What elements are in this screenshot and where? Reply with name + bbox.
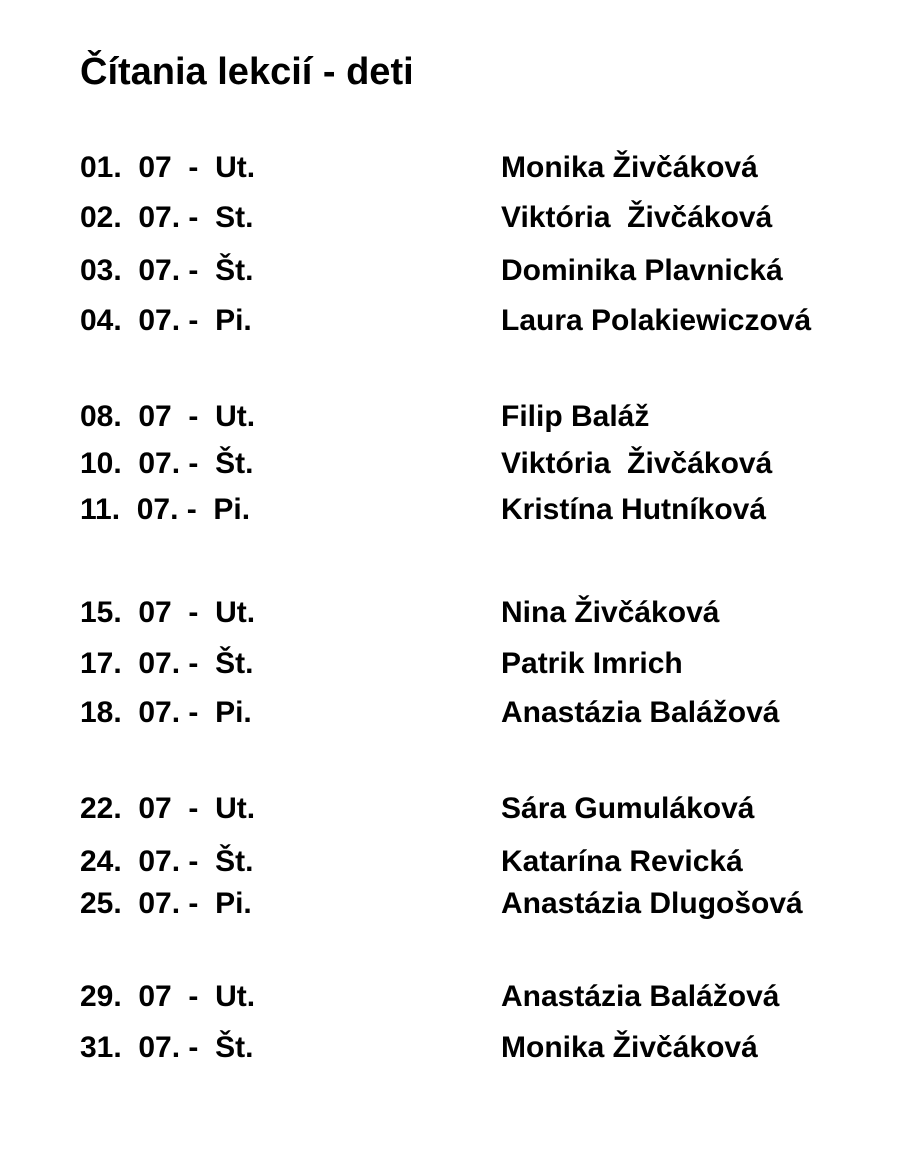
schedule-row	[0, 400, 910, 434]
schedule-row	[0, 1031, 910, 1065]
schedule-date: 15. 07 - Ut.	[80, 596, 256, 629]
reader-name: Kristína Hutníková	[501, 493, 767, 526]
reader-name: Filip Baláž	[501, 400, 650, 433]
schedule-date: 10. 07. - Št.	[80, 447, 254, 480]
reader-name: Anastázia Balážová	[501, 980, 780, 1013]
schedule-date: 18. 07. - Pi.	[80, 696, 252, 729]
schedule-date: 22. 07 - Ut.	[80, 792, 256, 825]
schedule-row	[0, 254, 910, 288]
reader-name: Nina Živčáková	[501, 596, 720, 629]
schedule-date: 04. 07. - Pi.	[80, 304, 252, 337]
schedule-date: 11. 07. - Pi.	[80, 493, 251, 526]
reader-name: Monika Živčáková	[501, 1031, 758, 1064]
schedule-row	[0, 647, 910, 681]
schedule-row	[0, 696, 910, 730]
schedule-row	[0, 845, 910, 879]
schedule-date: 03. 07. - Št.	[80, 254, 254, 287]
reader-name: Anastázia Balážová	[501, 696, 780, 729]
page-title: Čítania lekcií - deti	[80, 51, 414, 93]
schedule-row	[0, 980, 910, 1014]
schedule-row	[0, 493, 910, 527]
reader-name: Viktória Živčáková	[501, 447, 773, 480]
schedule-row	[0, 201, 910, 235]
reader-name: Patrik Imrich	[501, 647, 683, 680]
schedule-date: 25. 07. - Pi.	[80, 887, 252, 920]
schedule-row	[0, 304, 910, 338]
reader-name: Sára Gumuláková	[501, 792, 755, 825]
schedule-date: 17. 07. - Št.	[80, 647, 254, 680]
reader-name: Viktória Živčáková	[501, 201, 773, 234]
reader-name: Monika Živčáková	[501, 151, 758, 184]
schedule-row	[0, 596, 910, 630]
schedule-date: 08. 07 - Ut.	[80, 400, 256, 433]
reader-name: Katarína Revická	[501, 845, 743, 878]
schedule-row	[0, 887, 910, 921]
schedule-row	[0, 151, 910, 185]
schedule-row	[0, 447, 910, 481]
schedule-date: 02. 07. - St.	[80, 201, 254, 234]
schedule-date: 24. 07. - Št.	[80, 845, 254, 878]
schedule-row	[0, 792, 910, 826]
schedule-date: 31. 07. - Št.	[80, 1031, 254, 1064]
reader-name: Anastázia Dlugošová	[501, 887, 803, 920]
reader-name: Dominika Plavnická	[501, 254, 783, 287]
reader-name: Laura Polakiewiczová	[501, 304, 812, 337]
schedule-date: 29. 07 - Ut.	[80, 980, 256, 1013]
schedule-date: 01. 07 - Ut.	[80, 151, 256, 184]
